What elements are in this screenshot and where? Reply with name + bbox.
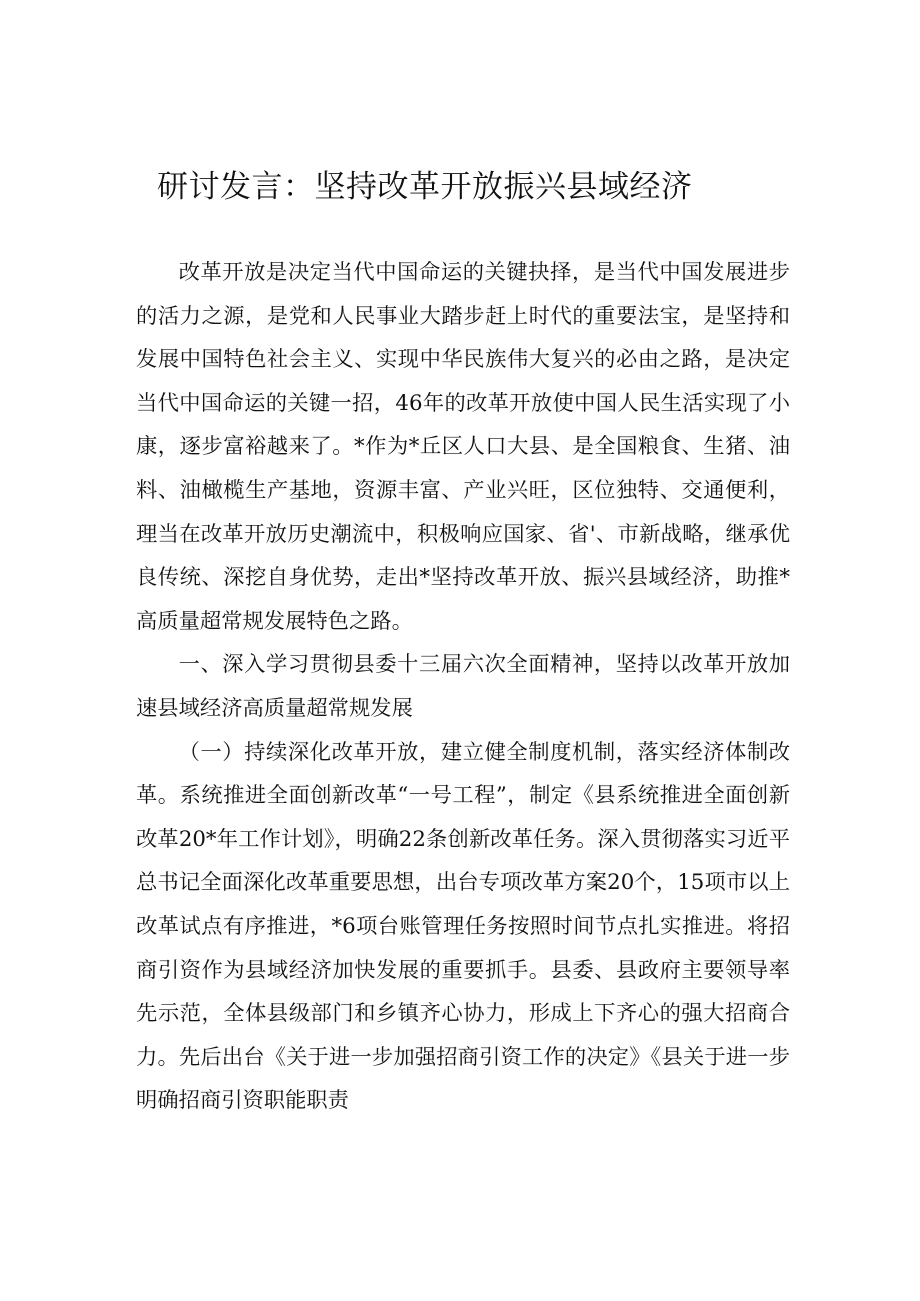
section-1-paragraph: （一）持续深化改革开放，建立健全制度机制，落实经济体制改革。系统推进全面创新改革“一号工程”，制定《县系统推进全面创新改革20*年工作计划》，明确22条创新改革任务。深入贯彻落实习近平总书记全面深化改革重要思想，出台专项改革方案20个，15项市以上改革试点有序推进，*6项台账管理任务按照时间节点扎实推进。将招商引资作为县域经济加快发展的重要抓手。县委、县政府主要领导率先示范，全体县级部门和乡镇齐心协力，形成上下齐心的强大招商合力。先后出台《关于进一步加强招商引资工作的决定》《县关于进一步明确招商引资职能职责	[136, 739, 790, 1114]
document-body	[136, 251, 790, 1123]
document-title: 研讨发言：坚持改革开放振兴县域经济	[157, 169, 693, 205]
intro-paragraph: 改革开放是决定当代中国命运的关键抉择，是当代中国发展进步的活力之源，是党和人民事业大踏步赶上时代的重要法宝，是坚持和发展中国特色社会主义、实现中华民族伟大复兴的必由之路，是决定当代中国命运的关键一招，46年的改革开放使中国人民生活实现了小康，逐步富裕越来了。*作为*丘区人口大县、是全国粮食、生猪、油料、油橄榄生产基地，资源丰富、产业兴旺，区位独特、交通便利，理当在改革开放历史潮流中，积极响应国家、省'、市新战略，继承优良传统、深挖自身优势，走出*坚持改革开放、振兴县域经济，助推*高质量超常规发展特色之路。	[136, 260, 790, 634]
section-heading-1: 一、深入学习贯彻县委十三届六次全面精神，坚持以改革开放加速县域经济高质量超常规发展	[136, 652, 790, 721]
